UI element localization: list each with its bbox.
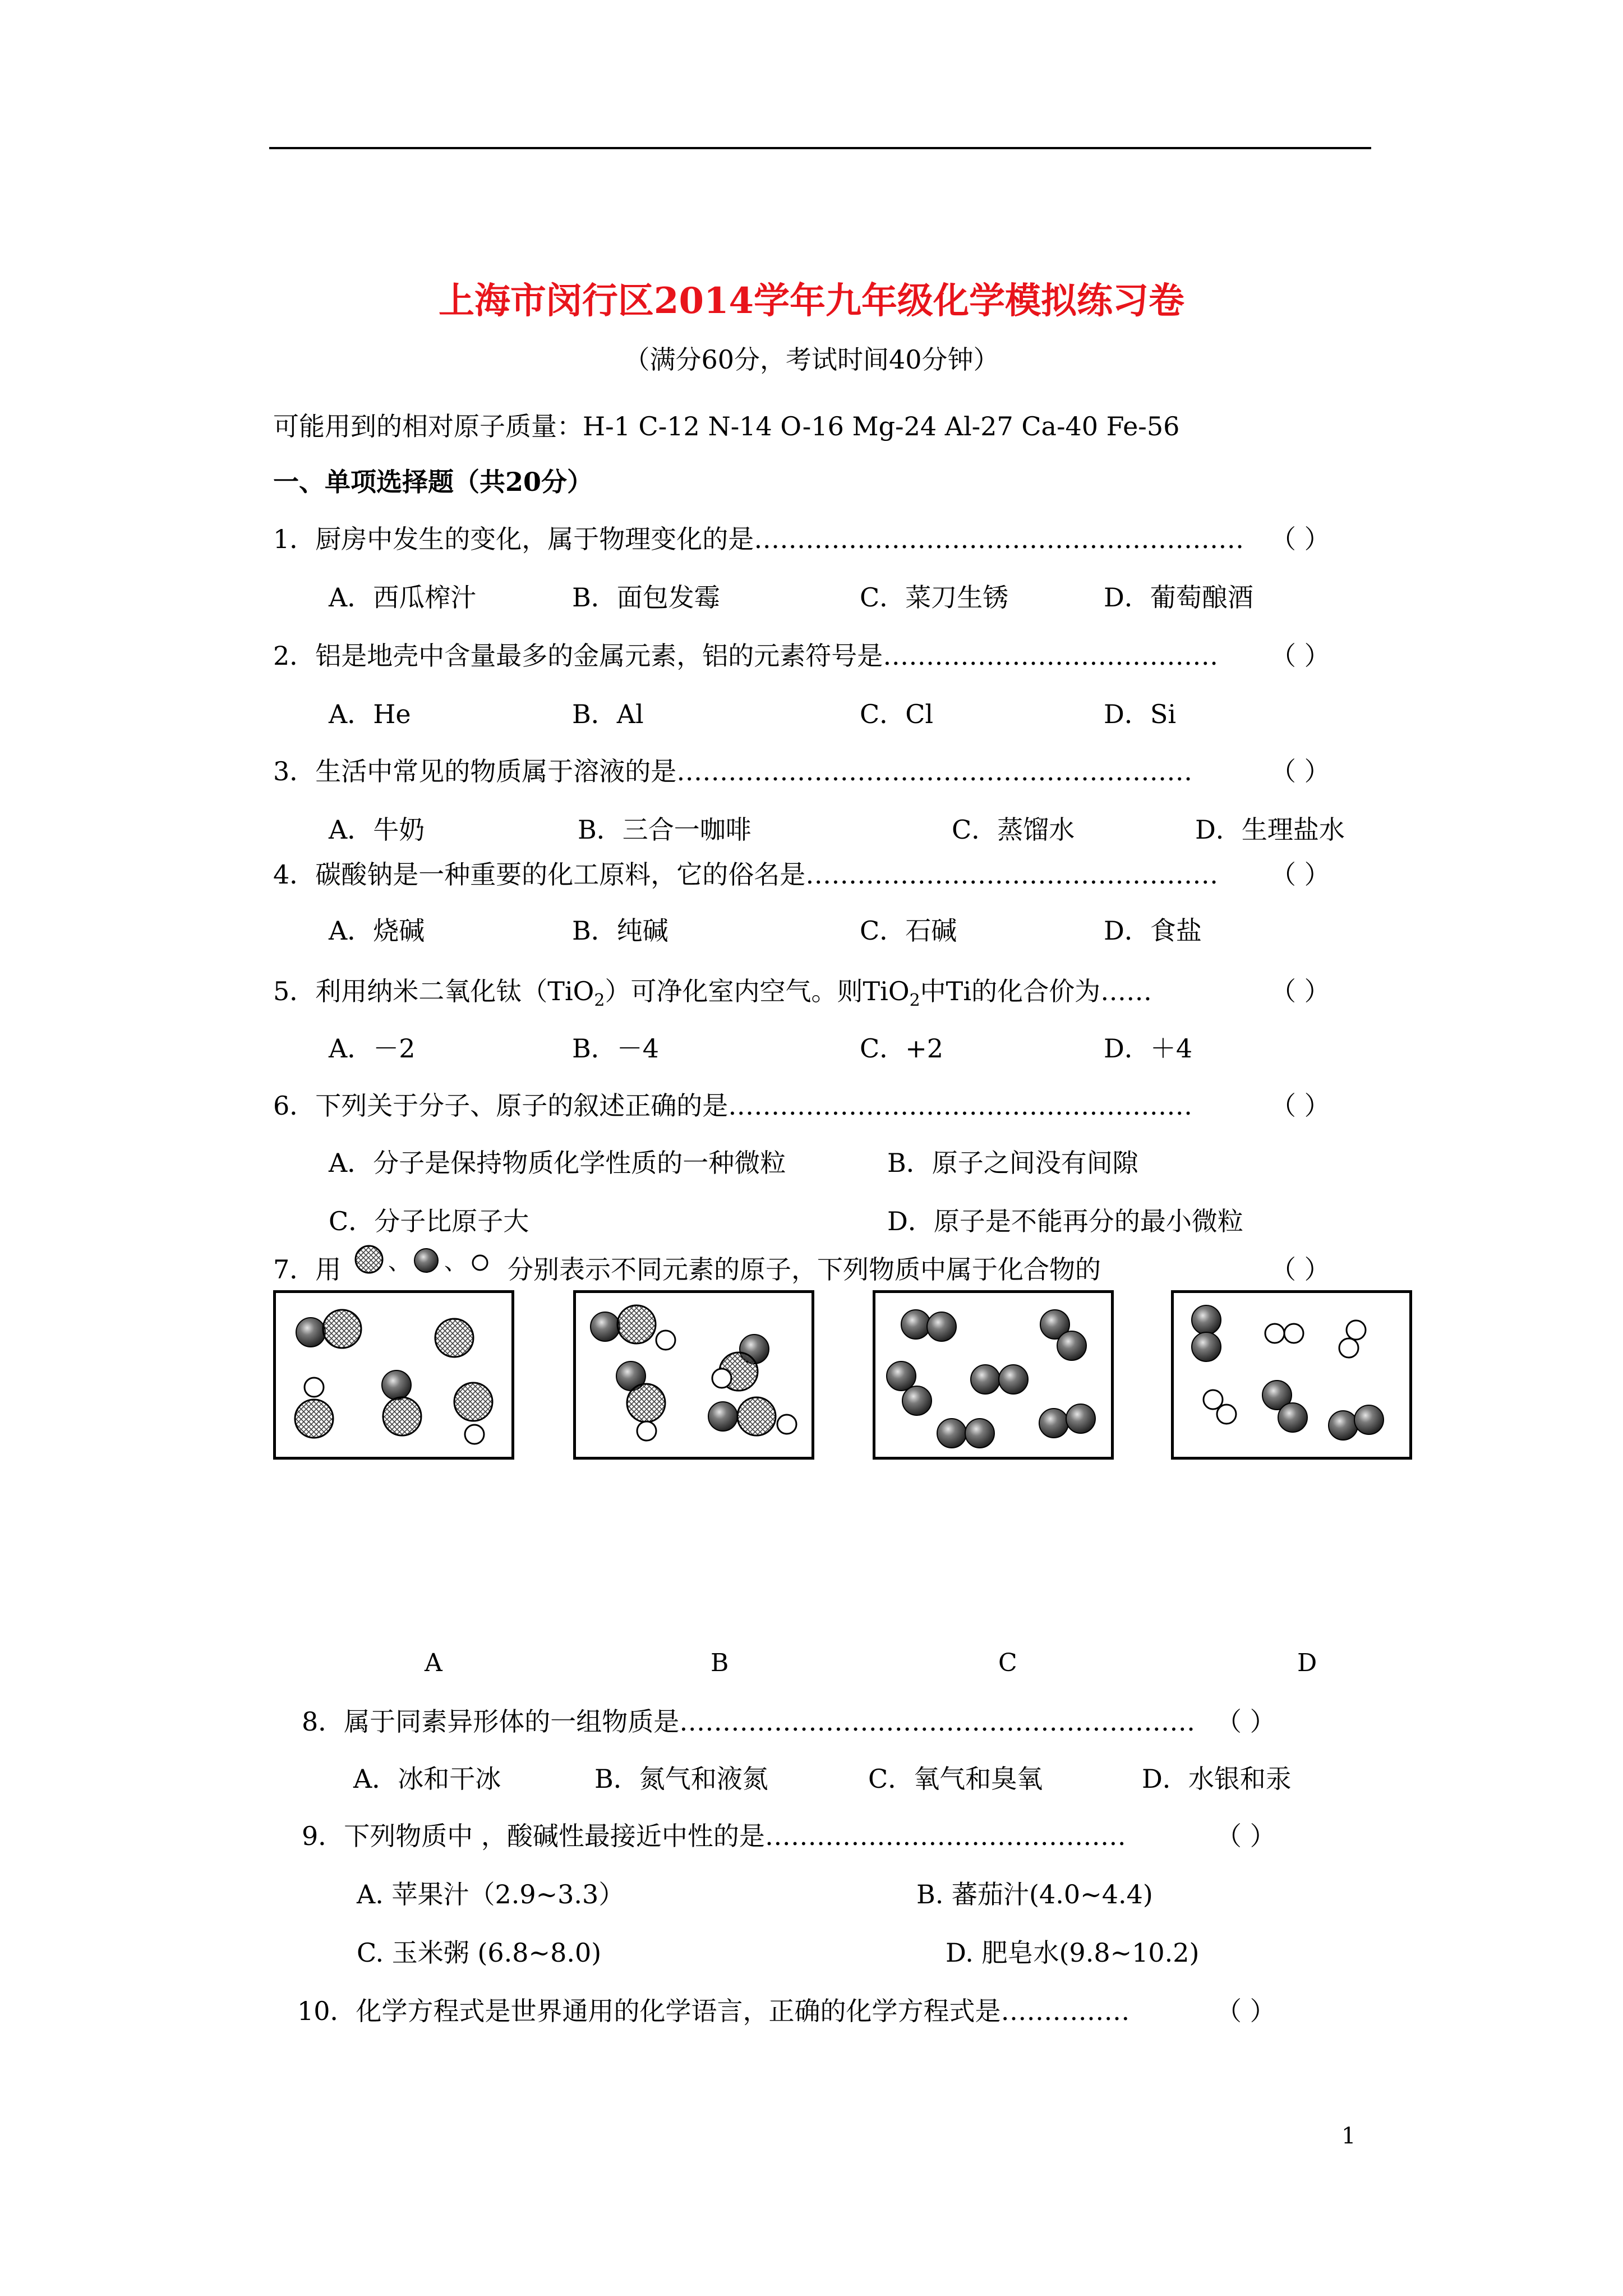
white-atom-icon xyxy=(465,1425,484,1444)
molecule-box-c xyxy=(873,1290,1114,1460)
exam-info: （满分60分，考试时间40分钟） xyxy=(624,344,999,375)
section-heading: 一、单项选择题（共20分） xyxy=(273,467,593,497)
dark-atom-icon xyxy=(708,1402,737,1431)
hatched-atom-icon xyxy=(323,1310,361,1348)
answer-paren: （ ） xyxy=(1216,1996,1276,2026)
option-d: D．葡萄酿酒 xyxy=(1104,582,1253,613)
dark-atom-icon xyxy=(1278,1403,1307,1432)
option-c: C．Cl xyxy=(860,699,934,729)
answer-paren: （ ） xyxy=(1270,1091,1330,1121)
molecule-box-b xyxy=(573,1290,814,1460)
molecule-box-a xyxy=(273,1290,514,1460)
hatched-atom-icon xyxy=(454,1383,492,1421)
option-b: B．纯碱 xyxy=(572,915,668,946)
dark-atom-icon xyxy=(591,1312,620,1341)
option-d: D．食盐 xyxy=(1104,915,1202,946)
option-b: B．三合一咖啡 xyxy=(578,815,751,845)
question-10-stem: 10．化学方程式是世界通用的化学语言，正确的化学方程式是…………… xyxy=(297,1996,1130,2026)
option-c: C．+2 xyxy=(860,1033,944,1064)
white-atom-icon xyxy=(777,1415,796,1434)
option-d: D. 肥皂水(9.8~10.2) xyxy=(946,1938,1200,1968)
option-a: A．冰和干冰 xyxy=(353,1764,501,1794)
page-title: 上海市闵行区2014学年九年级化学模拟练习卷 xyxy=(438,280,1185,322)
question-7-stem-end: 分别表示不同元素的原子，下列物质中属于化合物的 xyxy=(508,1254,1101,1285)
header-rule xyxy=(269,147,1371,149)
question-1-stem: 1．厨房中发生的变化，属于物理变化的是………………………………………………… xyxy=(273,524,1244,554)
option-c: C．石碱 xyxy=(860,915,957,946)
dark-atom-icon xyxy=(296,1318,325,1347)
option-d: D．Si xyxy=(1104,699,1177,729)
option-a: A. 苹果汁（2.9~3.3） xyxy=(357,1879,625,1910)
option-a: A．西瓜榨汁 xyxy=(329,582,477,613)
atomic-masses: 可能用到的相对原子质量：H-1 C-12 N-14 O-16 Mg-24 Al-27 Ca-40 Fe-56 xyxy=(273,411,1180,441)
white-atom-icon xyxy=(305,1378,324,1397)
dark-atom-icon xyxy=(887,1361,916,1391)
white-atom-icon xyxy=(637,1421,656,1441)
option-a: A．烧碱 xyxy=(329,915,425,946)
white-atom-icon xyxy=(656,1331,675,1350)
white-atom-icon xyxy=(712,1369,731,1388)
dark-atom-icon xyxy=(1192,1332,1221,1361)
option-c: C．蒸馏水 xyxy=(952,815,1075,845)
option-a: A．牛奶 xyxy=(329,815,425,845)
answer-paren: （ ） xyxy=(1216,1706,1276,1737)
white-atom-icon xyxy=(1339,1338,1358,1358)
option-d: D．生理盐水 xyxy=(1195,815,1345,845)
dark-atom-icon xyxy=(971,1365,1000,1394)
dark-atom-icon xyxy=(1192,1305,1221,1335)
answer-paren: （ ） xyxy=(1270,976,1330,1006)
question-8-stem: 8．属于同素异形体的一组物质是…………………………………………………… xyxy=(302,1706,1196,1737)
option-b: B. 蕃茄汁(4.0~4.4) xyxy=(916,1879,1153,1910)
molecule-box-d xyxy=(1171,1290,1412,1460)
dark-atom-icon xyxy=(902,1386,932,1415)
dark-atom-icon xyxy=(927,1312,956,1341)
answer-paren: （ ） xyxy=(1270,524,1330,554)
dark-atom-icon xyxy=(1329,1411,1358,1440)
white-atom-icon xyxy=(1265,1324,1284,1343)
option-c: C. 玉米粥 (6.8~8.0) xyxy=(357,1938,602,1968)
hatched-atom-icon xyxy=(617,1305,656,1343)
answer-paren: （ ） xyxy=(1270,1254,1330,1285)
box-label-a: A xyxy=(425,1649,442,1677)
dark-atom-icon xyxy=(999,1365,1028,1394)
box-label-b: B xyxy=(711,1649,729,1677)
dark-atom-icon xyxy=(937,1419,966,1448)
option-d: D．原子是不能再分的最小微粒 xyxy=(887,1206,1243,1236)
answer-paren: （ ） xyxy=(1270,859,1330,890)
hatched-atom-icon xyxy=(435,1319,473,1357)
hatched-atom-icon xyxy=(627,1384,665,1422)
answer-paren: （ ） xyxy=(1270,641,1330,671)
question-6-stem: 6．下列关于分子、原子的叙述正确的是……………………………………………… xyxy=(273,1091,1193,1121)
option-d: D．水银和汞 xyxy=(1142,1764,1292,1794)
white-atom-icon xyxy=(473,1255,487,1270)
dark-atom-icon xyxy=(1066,1404,1095,1433)
question-2-stem: 2．铝是地壳中含量最多的金属元素，铝的元素符号是………………………………… xyxy=(273,641,1219,671)
dark-atom-icon xyxy=(901,1310,930,1339)
dark-atom-icon xyxy=(1039,1409,1068,1438)
option-c: C．菜刀生锈 xyxy=(860,582,1009,613)
option-b: B．氮气和液氮 xyxy=(594,1764,768,1794)
page-number: 1 xyxy=(1341,2123,1356,2149)
hatched-atom-icon xyxy=(356,1246,382,1273)
option-b: B．原子之间没有间隙 xyxy=(887,1148,1138,1178)
hatched-atom-icon xyxy=(383,1397,421,1435)
svg-text:、: 、 xyxy=(388,1249,411,1275)
question-7-stem-start: 7．用 xyxy=(273,1254,342,1285)
question-4-stem: 4．碳酸钠是一种重要的化工原料，它的俗名是………………………………………… xyxy=(273,859,1219,890)
white-atom-icon xyxy=(1284,1324,1303,1343)
dark-atom-icon xyxy=(414,1249,438,1272)
box-label-c: C xyxy=(998,1649,1017,1677)
option-d: D．＋4 xyxy=(1104,1033,1193,1064)
box-label-d: D xyxy=(1297,1649,1317,1677)
answer-paren: （ ） xyxy=(1216,1821,1276,1851)
option-a: A．分子是保持物质化学性质的一种微粒 xyxy=(329,1148,786,1178)
option-b: B．－4 xyxy=(572,1033,660,1064)
answer-paren: （ ） xyxy=(1270,756,1330,786)
option-a: A．He xyxy=(329,699,411,729)
question-3-stem: 3．生活中常见的物质属于溶液的是…………………………………………………… xyxy=(273,756,1193,786)
dark-atom-icon xyxy=(1354,1405,1384,1434)
option-b: B．面包发霉 xyxy=(572,582,720,613)
legend-atoms xyxy=(353,1243,522,1282)
question-5-stem: 5．利用纳米二氧化钛（TiO$_2$）可净化室内空气。则TiO$_2$中Ti的化合价为…… xyxy=(273,976,1152,1011)
question-9-stem: 9．下列物质中 ，酸碱性最接近中性的是…………………………………… xyxy=(302,1821,1126,1851)
hatched-atom-icon xyxy=(737,1397,776,1435)
svg-text:、: 、 xyxy=(444,1249,467,1275)
option-a: A．－2 xyxy=(329,1033,416,1064)
dark-atom-icon xyxy=(1057,1331,1086,1360)
dark-atom-icon xyxy=(382,1370,411,1400)
hatched-atom-icon xyxy=(295,1400,333,1438)
white-atom-icon xyxy=(1204,1390,1223,1409)
option-b: B．Al xyxy=(572,699,644,729)
dark-atom-icon xyxy=(965,1419,994,1448)
white-atom-icon xyxy=(1347,1320,1366,1340)
option-c: C．分子比原子大 xyxy=(329,1206,529,1236)
white-atom-icon xyxy=(1217,1405,1236,1424)
option-c: C．氧气和臭氧 xyxy=(868,1764,1043,1794)
